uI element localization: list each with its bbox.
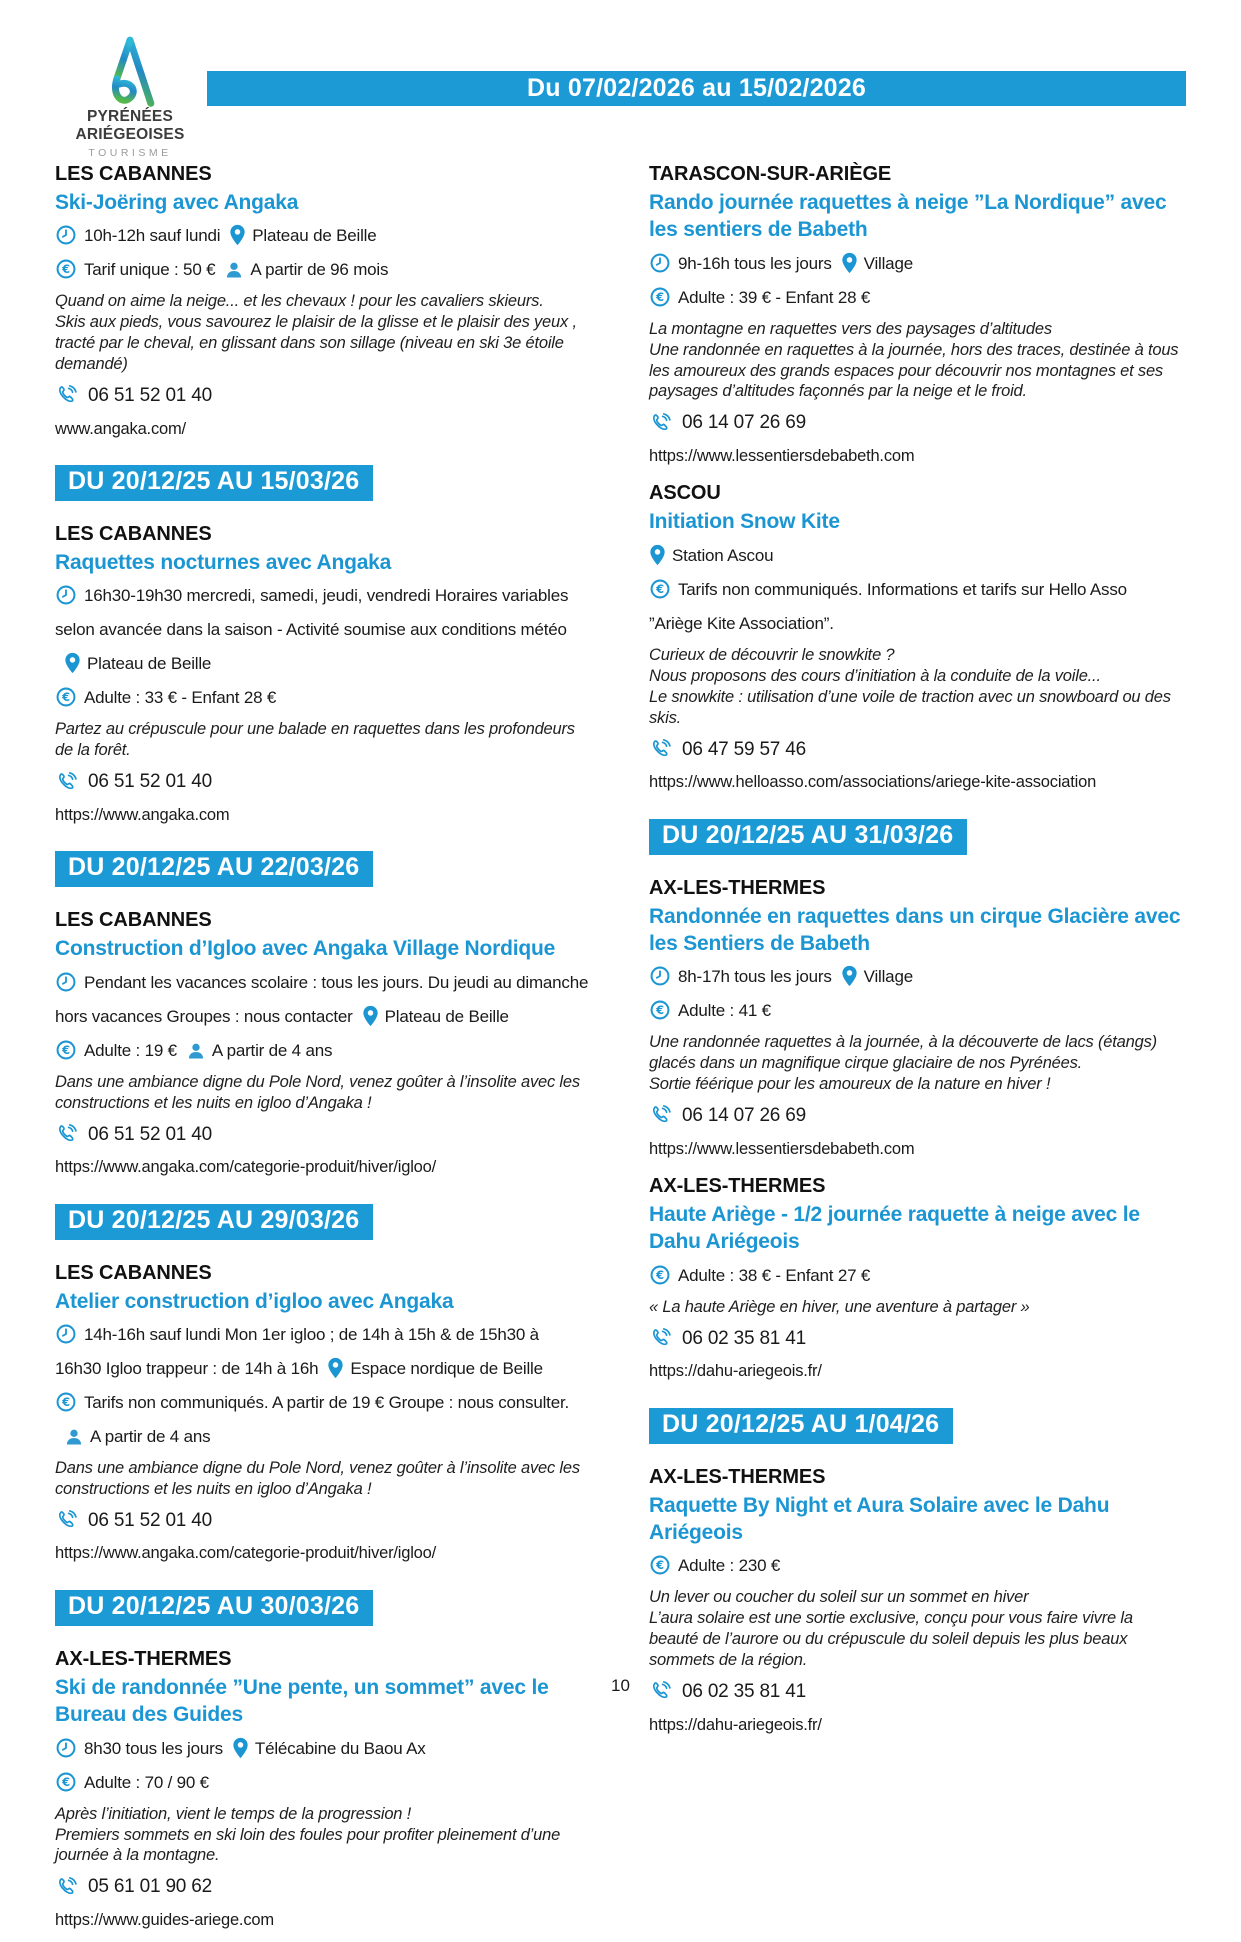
event-phone: 06 14 07 26 69	[682, 1105, 806, 1127]
pyrenees-ariegeoises-logo	[52, 34, 208, 159]
event-title: Ski-Joëring avec Angaka	[55, 191, 299, 214]
event-phone: 06 51 52 01 40	[88, 771, 212, 793]
event-time: 14h-16h sauf lundi Mon 1er igloo ; de 14h à 15h & de 15h30 à 16h30 Igloo trappeur : de 14h à 16h	[55, 1325, 539, 1378]
event-city: AX-LES-THERMES	[55, 1647, 232, 1670]
map-pin-icon	[649, 544, 666, 566]
event-description-line: Sortie féérique pour les amoureux de la nature en hiver !	[649, 1075, 1051, 1094]
svg-text:€: €	[62, 690, 70, 705]
event-phone: 06 02 35 81 41	[682, 1327, 806, 1349]
map-pin-icon	[64, 652, 81, 674]
event-description-line: Premiers sommets en ski loin des foules pour profiter pleinement d’une journée à la montagne.	[55, 1825, 561, 1865]
logo-text-line2: ARIÉGEOISES	[75, 125, 185, 143]
euro-icon	[649, 1554, 671, 1576]
event-title: Haute Ariège - 1/2 journée raquette à neige avec le Dahu Ariégeois	[649, 1203, 1140, 1254]
clock-icon	[649, 965, 671, 987]
event-banner-row	[649, 1394, 1183, 1453]
event-age: A partir de 96 mois	[250, 260, 389, 280]
event-card	[649, 163, 1183, 469]
event-description-line: Après l’initiation, vient le temps de la progression !	[55, 1804, 412, 1823]
event-price: Adulte : 41 €	[678, 1001, 771, 1021]
event-city: LES CABANNES	[55, 163, 212, 185]
event-place: Station Ascou	[672, 545, 774, 565]
event-phone: 06 51 52 01 40	[88, 1509, 212, 1531]
event-city: AX-LES-THERMES	[649, 1465, 826, 1488]
map-pin-icon	[232, 1737, 249, 1759]
event-card	[649, 482, 1183, 795]
event-time: 16h30-19h30 mercredi, samedi, jeudi, vendredi Horaires variables selon avancée dans la saison - Activité soumise aux conditions météo	[55, 586, 569, 640]
event-description-line: Curieux de découvrir le snowkite ?	[649, 645, 895, 664]
event-time: 8h-17h tous les jours	[678, 967, 832, 987]
event-title: Raquettes nocturnes avec Angaka	[55, 551, 392, 575]
event-description-line: « La haute Ariège en hiver, une aventure à partager »	[649, 1297, 1030, 1316]
event-date-banner: DU 20/12/25 AU 22/03/26	[55, 851, 373, 887]
event-phone: 06 51 52 01 40	[88, 1123, 212, 1145]
event-card	[55, 837, 589, 1180]
event-description	[649, 1587, 1183, 1671]
event-phone: 06 02 35 81 41	[682, 1681, 806, 1703]
event-phone-line	[649, 1102, 1183, 1131]
phone-icon	[649, 738, 673, 762]
event-banner-row	[55, 837, 589, 896]
event-price-line	[55, 1386, 589, 1454]
event-title: Ski de randonnée ”Une pente, un sommet” avec le Bureau des Guides	[55, 1675, 549, 1727]
person-icon	[224, 260, 244, 280]
event-title: Rando journée raquettes à neige ”La Nordique” avec les sentiers de Babeth	[649, 191, 1167, 242]
clock-icon	[55, 584, 77, 606]
event-price: Adulte : 70 / 90 €	[84, 1772, 209, 1792]
event-description	[649, 1297, 1183, 1318]
event-phone-line	[649, 1325, 1183, 1354]
svg-text:€: €	[62, 1774, 70, 1789]
event-price: Adulte : 230 €	[678, 1556, 781, 1576]
event-title: Initiation Snow Kite	[649, 510, 840, 534]
event-description	[55, 1072, 589, 1114]
event-phone: 06 51 52 01 40	[88, 385, 212, 407]
event-schedule-line	[55, 1732, 589, 1766]
event-title: Construction d’Igloo avec Angaka Village Nordique	[55, 937, 556, 961]
event-place: Plateau de Beille	[252, 226, 377, 246]
event-website[interactable]: https://www.angaka.com/categorie-produit/hiver/igloo/	[55, 1544, 437, 1563]
event-price-line	[55, 681, 589, 715]
event-card	[649, 805, 1183, 1163]
event-city: AX-LES-THERMES	[649, 1175, 826, 1198]
event-phone-line	[649, 736, 1183, 765]
phone-icon	[55, 1509, 79, 1533]
event-website[interactable]: https://www.lessentiersdebabeth.com	[649, 446, 915, 465]
phone-icon	[55, 771, 79, 795]
euro-icon	[55, 258, 77, 280]
phone-icon	[55, 1123, 79, 1147]
event-age: A partir de 4 ans	[90, 1427, 211, 1446]
logo-a-icon	[82, 34, 178, 108]
euro-icon	[55, 1391, 77, 1413]
euro-icon	[649, 578, 671, 600]
event-website[interactable]: https://dahu-ariegeois.fr/	[649, 1715, 822, 1734]
event-price: Adulte : 33 € - Enfant 28 €	[84, 688, 277, 708]
event-city: TARASCON-SUR-ARIÈGE	[649, 163, 892, 185]
map-pin-icon	[841, 965, 858, 987]
svg-text:€: €	[656, 581, 664, 596]
event-website[interactable]: https://www.angaka.com/categorie-produit/hiver/igloo/	[55, 1158, 437, 1177]
event-description-line: Une randonnée raquettes à la journée, à la découverte de lacs (étangs) glacés dans un magnifique cirque glaciaire de nos Pyrénées.	[649, 1033, 1157, 1073]
event-date-banner: DU 20/12/25 AU 15/03/26	[55, 465, 373, 501]
event-website[interactable]: https://www.guides-ariege.com	[55, 1910, 274, 1929]
event-title: Randonnée en raquettes dans un cirque Glacière avec les Sentiers de Babeth	[649, 904, 1181, 955]
event-phone: 05 61 01 90 62	[88, 1876, 212, 1898]
map-pin-icon	[841, 252, 858, 274]
event-schedule-line	[55, 966, 589, 1034]
euro-icon	[55, 1771, 77, 1793]
phone-icon	[649, 1327, 673, 1351]
phone-icon	[649, 1104, 673, 1128]
event-price-line	[55, 1034, 589, 1068]
event-city: LES CABANNES	[55, 523, 212, 546]
euro-icon	[55, 686, 77, 708]
euro-icon	[649, 286, 671, 308]
event-date-banner: DU 20/12/25 AU 31/03/26	[649, 819, 967, 855]
event-description-line: Un lever ou coucher du soleil sur un sommet en hiver	[649, 1588, 1029, 1607]
event-phone-line	[55, 768, 589, 797]
event-description-line: Le snowkite : utilisation d’une voile de traction avec un snowboard ou des skis.	[649, 687, 1171, 727]
svg-text:€: €	[656, 289, 664, 304]
event-card	[55, 1576, 589, 1934]
event-price-line	[649, 281, 1183, 315]
map-pin-icon	[229, 224, 246, 246]
event-time: 9h-16h tous les jours	[678, 253, 832, 273]
event-date-banner: DU 20/12/25 AU 29/03/26	[55, 1204, 373, 1240]
event-phone-line	[55, 1507, 589, 1536]
event-banner-row	[55, 1190, 589, 1249]
event-description	[649, 319, 1183, 403]
svg-text:€: €	[62, 262, 70, 277]
event-banner-row	[649, 805, 1183, 864]
clock-icon	[55, 1323, 77, 1345]
page-number: 10	[611, 1676, 630, 1695]
event-price: Tarif unique : 50 €	[84, 260, 216, 280]
event-price: Tarifs non communiqués. Informations et tarifs sur Hello Asso ”Ariège Kite Association”.	[649, 579, 1127, 633]
svg-text:€: €	[656, 1003, 664, 1018]
event-price-line	[55, 253, 589, 287]
euro-icon	[649, 1264, 671, 1286]
event-price-line	[649, 994, 1183, 1028]
event-phone-line	[55, 1121, 589, 1150]
header-date-range-banner: Du 07/02/2026 au 15/02/2026	[207, 71, 1186, 106]
event-phone: 06 47 59 57 46	[682, 738, 806, 760]
clock-icon	[55, 971, 77, 993]
event-card	[649, 1175, 1183, 1385]
event-description	[55, 291, 589, 375]
person-icon	[186, 1041, 206, 1061]
event-price: Adulte : 38 € - Enfant 27 €	[678, 1265, 871, 1285]
event-time: Pendant les vacances scolaire : tous les jours. Du jeudi au dimanche hors vacances Groupes : nous contacter	[55, 972, 589, 1026]
event-schedule-line	[649, 539, 1183, 573]
event-banner-row	[55, 1576, 589, 1635]
event-price-line	[649, 1549, 1183, 1583]
event-city: ASCOU	[649, 482, 721, 505]
event-price-line	[649, 573, 1183, 641]
person-icon	[64, 1427, 84, 1447]
event-title: Atelier construction d’igloo avec Angaka	[55, 1289, 454, 1313]
clock-icon	[649, 252, 671, 274]
event-schedule-line	[55, 219, 589, 253]
event-card	[55, 451, 589, 828]
event-date-banner: DU 20/12/25 AU 1/04/26	[649, 1408, 953, 1444]
event-website[interactable]: www.angaka.com/	[55, 419, 186, 438]
event-city: LES CABANNES	[55, 1261, 212, 1284]
event-schedule-line	[55, 1318, 589, 1386]
event-time: 10h-12h sauf lundi	[84, 226, 221, 246]
event-description	[649, 1032, 1183, 1095]
event-schedule-line	[55, 579, 589, 681]
event-price: Tarifs non communiqués. A partir de 19 € Groupe : nous consulter.	[84, 1393, 570, 1412]
event-website[interactable]: https://www.helloasso.com/associations/ariege-kite-association	[649, 773, 1097, 792]
event-price: Adulte : 39 € - Enfant 28 €	[678, 287, 871, 307]
event-description	[55, 719, 589, 761]
event-description	[55, 1804, 589, 1867]
logo-text-line3: TOURISME	[88, 146, 172, 159]
event-place: Télécabine du Baou Ax	[254, 1738, 426, 1758]
event-description-line: Dans une ambiance digne du Pole Nord, venez goûter à l’insolite avec les constructions et les nuits en igloo d’Angaka !	[55, 1072, 580, 1112]
event-time: 8h30 tous les jours	[84, 1738, 223, 1758]
event-price: Adulte : 19 €	[84, 1040, 177, 1060]
euro-icon	[55, 1039, 77, 1061]
svg-text:€: €	[62, 1394, 70, 1409]
event-place: Village	[863, 967, 913, 987]
event-description	[55, 1458, 589, 1500]
event-price-line	[649, 1259, 1183, 1293]
event-price-line	[55, 1766, 589, 1800]
event-card	[55, 1190, 589, 1567]
event-date-banner: DU 20/12/25 AU 30/03/26	[55, 1590, 373, 1626]
event-website[interactable]: https://www.lessentiersdebabeth.com	[649, 1139, 915, 1158]
event-title: Raquette By Night et Aura Solaire avec le Dahu Ariégeois	[649, 1493, 1110, 1545]
event-banner-row	[55, 451, 589, 510]
event-card	[55, 163, 589, 442]
event-age: A partir de 4 ans	[211, 1040, 333, 1060]
event-phone-line	[55, 382, 589, 411]
event-city: AX-LES-THERMES	[649, 876, 826, 899]
map-pin-icon	[362, 1005, 379, 1027]
event-description-line: L’aura solaire est une sortie exclusive, conçu pour vous faire vivre la beauté de l’aurore ou du crépuscule du soleil depuis les plus beaux sommets de la région.	[649, 1609, 1133, 1670]
event-phone-line	[649, 409, 1183, 438]
events-column-right	[649, 163, 1183, 1747]
event-description-line: Nous proposons des cours d’initiation à la conduite de la voile...	[649, 666, 1101, 685]
event-website[interactable]: https://www.angaka.com	[55, 805, 230, 824]
euro-icon	[649, 999, 671, 1021]
event-description-line: Quand on aime la neige... et les chevaux ! pour les cavaliers skieurs.	[55, 292, 544, 311]
event-description-line: La montagne en raquettes vers des paysages d’altitudes	[649, 319, 1052, 338]
event-schedule-line	[649, 960, 1183, 994]
event-schedule-line	[649, 247, 1183, 281]
event-description-line: Dans une ambiance digne du Pole Nord, venez goûter à l’insolite avec les constructions et les nuits en igloo d’Angaka !	[55, 1459, 580, 1498]
phone-icon	[55, 1876, 79, 1900]
svg-text:€: €	[62, 1042, 70, 1057]
event-description-line: Partez au crépuscule pour une balade en raquettes dans les profondeurs de la forêt.	[55, 720, 575, 760]
event-place: Plateau de Beille	[87, 654, 212, 674]
event-description	[649, 645, 1183, 729]
event-phone-line	[55, 1873, 589, 1902]
event-place: Plateau de Beille	[384, 1006, 509, 1026]
event-place: Village	[863, 253, 913, 273]
phone-icon	[55, 384, 79, 408]
event-place: Espace nordique de Beille	[350, 1359, 543, 1378]
logo-text-line1: PYRÉNÉES	[86, 108, 174, 125]
map-pin-icon	[327, 1357, 344, 1379]
event-phone: 06 14 07 26 69	[682, 412, 806, 434]
svg-text:€: €	[656, 1558, 664, 1573]
event-description-line: Une randonnée en raquettes à la journée, hors des traces, destinée à tous les amoureux des grands espaces pour découvrir nos montagnes et ses paysages d’altitudes façonnés par la neige et le froid.	[649, 340, 1179, 401]
clock-icon	[55, 224, 77, 246]
event-description-line: Skis aux pieds, vous savourez le plaisir de la glisse et le plaisir des yeux , tracté par le cheval, en glissant dans son sillage (niveau en ski 3e étoile demandé)	[55, 313, 577, 374]
clock-icon	[55, 1737, 77, 1759]
svg-text:€: €	[656, 1267, 664, 1282]
phone-icon	[649, 412, 673, 436]
event-website[interactable]: https://dahu-ariegeois.fr/	[649, 1362, 822, 1381]
event-city: LES CABANNES	[55, 909, 212, 932]
